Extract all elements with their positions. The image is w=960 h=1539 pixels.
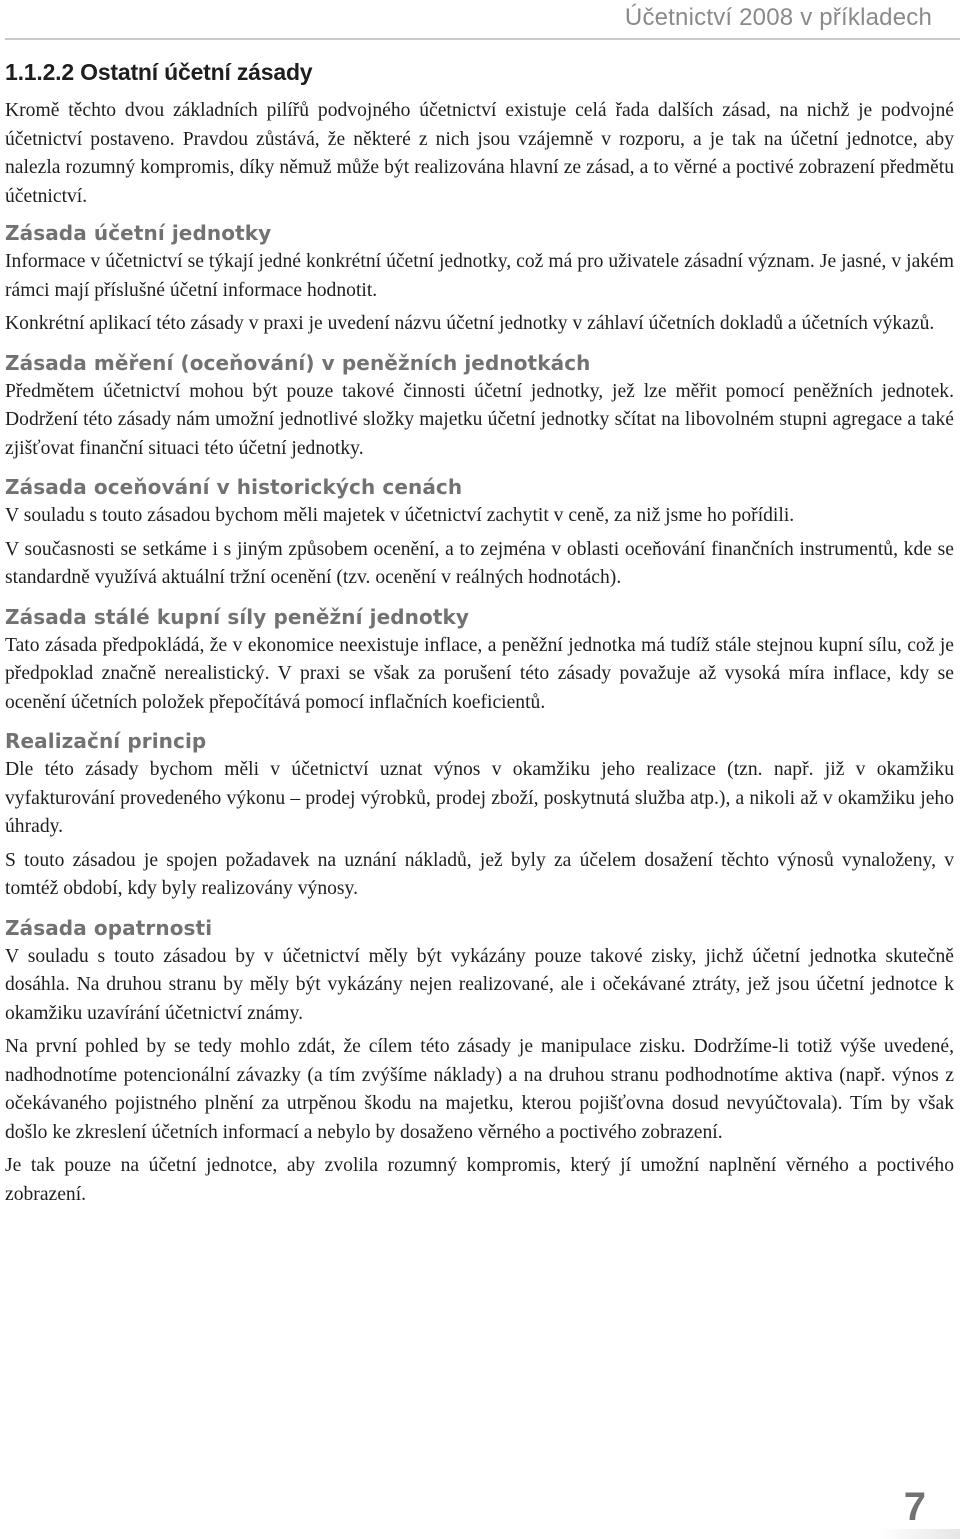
- running-header-title: Účetnictví 2008 v příkladech: [624, 4, 932, 31]
- principle-paragraph: V souladu s touto zásadou bychom měli majetek v účetnictví zachytit v ceně, za niž jsme ho pořídili.: [5, 505, 795, 526]
- principle-heading: Realizační princip: [5, 729, 207, 753]
- principle-heading: Zásada účetní jednotky: [5, 221, 272, 245]
- principle-heading: Zásada měření (oceňování) v peněžních jednotkách: [5, 350, 591, 375]
- page-number-area: [872, 1475, 960, 1539]
- page-number: 7: [903, 1485, 926, 1529]
- principle-heading: Zásada oceňování v historických cenách: [5, 475, 463, 499]
- principle-paragraph: Informace v účetnictví se týkají jedné konkrétní účetní jednotky, což má pro uživatele zásadní význam. Je jasné, v jakém rámci mají příslušné účetní informace hodnotit.: [5, 251, 954, 301]
- corner-decoration: [878, 1529, 960, 1539]
- principle-paragraph: Konkrétní aplikací této zásady v praxi je uvedení názvu účetní jednotky v záhlaví účetních dokladů a účetních výkazů.: [5, 313, 935, 334]
- principle-heading: Zásada stálé kupní síly peněžní jednotky: [5, 604, 470, 629]
- principle-paragraph: Na první pohled by se tedy mohlo zdát, že cílem této zásady je manipulace zisku. Dodržíme-li totiž výše uvedené, nadhodnotíme potencionální závazky (a tím zvýšíme náklady) a na druhou stranu podhodnotíme aktiva (např. výnos z očekávaného pojistného plnění za utrpěnou škodu na majetku, kterou pojišťovna dosud nevyúčtovala). Tím by však došlo ke zkreslení účetních informací a nebylo by dosaženo věrného a poctivého zobrazení.: [5, 1036, 954, 1143]
- principle-block: [5, 729, 954, 904]
- section-intro: Kromě těchto dvou základních pilířů podvojného účetnictví existuje celá řada dalších zásad, na nichž je podvojné účetnictví postaveno. Pravdou zůstává, že některé z nich jsou vzájemně v rozporu, a je tak na účetní jednotce, aby nalezla rozumný kompromis, díky němuž může být realizována hlavní ze zásad, a to věrné a poctivé zobrazení předmětu účetnictví.: [5, 100, 954, 207]
- principle-paragraph: V současnosti se setkáme i s jiným způsobem ocenění, a to zejména v oblasti oceňování finančních instrumentů, kde se standardně využívá aktuální tržní ocenění (tzv. ocenění v reálných hodnotách).: [5, 538, 954, 588]
- principle-paragraph: Je tak pouze na účetní jednotce, aby zvolila rozumný kompromis, který jí umožní naplnění věrného a poctivého zobrazení.: [5, 1155, 954, 1205]
- principle-paragraph: V souladu s touto zásadou by v účetnictví měly být vykázány pouze takové zisky, jichž účetní jednotka skutečně dosáhla. Na druhou stranu by měly být vykázány nejen realizované, ale i očekávané ztráty, jež jsou účetní jednotce k okamžiku uzavírání účetnictví známy.: [5, 945, 954, 1024]
- principle-paragraph: Předmětem účetnictví mohou být pouze takové činnosti účetní jednotky, jež lze měřit pomocí peněžních jednotek. Dodržení této zásady nám umožní jednotlivé složky majetku účetní jednotky sčítat na libovolném stupni agregace a také zjišťovat finanční situaci této účetní jednotky.: [5, 380, 954, 459]
- principle-block: [5, 916, 954, 1210]
- principle-block: [5, 351, 954, 464]
- principle-paragraph: Dle této zásady bychom měli v účetnictví uznat výnos v okamžiku jeho realizace (tzn. např. již v okamžiku vyfakturování provedeného výkonu – prodej výrobků, prodej zboží, poskytnutá služba atp.), a nikoli až v okamžiku jeho úhrady.: [5, 759, 954, 837]
- principle-paragraph: Tato zásada předpokládá, že v ekonomice neexistuje inflace, a peněžní jednotka má tudíž stále stejnou kupní sílu, což je předpoklad značně nerealistický. V praxi se však za porušení této zásady považuje až vysoká míra inflace, kdy se ocenění účetních položek přepočítává pomocí inflačních koeficientů.: [5, 634, 954, 713]
- principle-block: [5, 605, 954, 718]
- principle-heading: Zásada opatrnosti: [5, 915, 213, 940]
- principle-block: [5, 475, 954, 593]
- page-content: [5, 58, 954, 1221]
- section-title: 1.1.2.2 Ostatní účetní zásady: [5, 59, 313, 85]
- principle-block: [5, 221, 954, 339]
- principle-paragraph: S touto zásadou je spojen požadavek na uznání nákladů, jež byly za účelem dosažení těchto výnosů vynaloženy, v tomtéž období, kdy byly realizovány výnosy.: [5, 849, 954, 899]
- header-divider: [5, 38, 960, 40]
